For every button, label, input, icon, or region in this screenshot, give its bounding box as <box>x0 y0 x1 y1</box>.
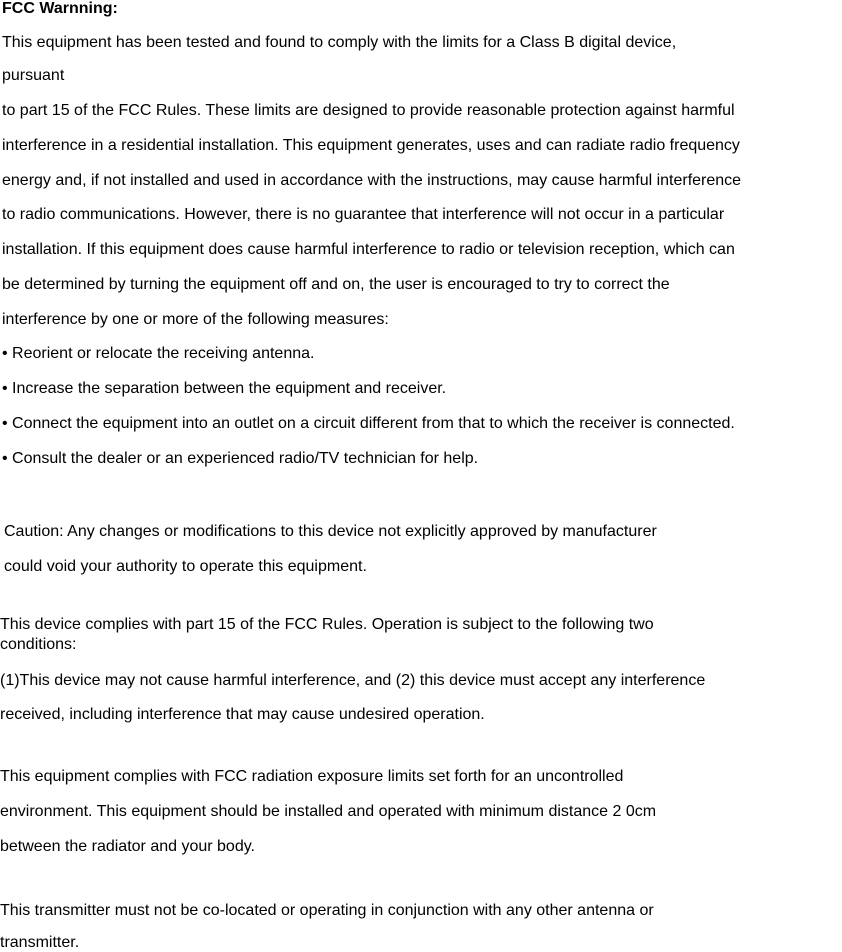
paragraph-line: This transmitter must not be co-located or operating in conjunction with any other antenna or <box>0 902 654 919</box>
paragraph-line: Caution: Any changes or modifications to this device not explicitly approved by manufacturer <box>4 523 657 540</box>
list-item: • Consult the dealer or an experienced radio/TV technician for help. <box>2 450 479 467</box>
list-item: • Increase the separation between the equipment and receiver. <box>2 380 447 397</box>
paragraph-line: energy and, if not installed and used in accordance with the instructions, may cause harmful interference <box>2 172 742 189</box>
paragraph-line: This equipment has been tested and found to comply with the limits for a Class B digital device, <box>2 34 677 51</box>
paragraph-line: transmitter. <box>0 934 80 951</box>
paragraph-line: to part 15 of the FCC Rules. These limits are designed to provide reasonable protection against harmful <box>2 102 735 119</box>
paragraph-line: conditions: <box>0 636 77 653</box>
list-item: • Reorient or relocate the receiving antenna. <box>2 345 315 362</box>
paragraph-line: (1)This device may not cause harmful interference, and (2) this device must accept any interference <box>0 672 706 689</box>
paragraph-line: between the radiator and your body. <box>0 838 255 855</box>
paragraph-line: This device complies with part 15 of the FCC Rules. Operation is subject to the following two <box>0 616 654 633</box>
paragraph-line: received, including interference that may cause undesired operation. <box>0 706 485 723</box>
list-item: • Connect the equipment into an outlet on a circuit different from that to which the receiver is connected. <box>2 415 735 432</box>
paragraph-line: environment. This equipment should be installed and operated with minimum distance 2 0cm <box>0 803 657 820</box>
paragraph-line: interference by one or more of the following measures: <box>2 311 389 328</box>
paragraph-line: installation. If this equipment does cause harmful interference to radio or television reception, which can <box>2 241 735 258</box>
document-title: FCC Warnning: <box>2 0 118 17</box>
paragraph-line: pursuant <box>2 67 65 84</box>
paragraph-line: could void your authority to operate this equipment. <box>4 558 367 575</box>
paragraph-line: to radio communications. However, there is no guarantee that interference will not occur in a particular <box>2 206 725 223</box>
paragraph-line: interference in a residential installation. This equipment generates, uses and can radiate radio frequency <box>2 137 740 154</box>
paragraph-line: be determined by turning the equipment off and on, the user is encouraged to try to correct the <box>2 276 670 293</box>
paragraph-line: This equipment complies with FCC radiation exposure limits set forth for an uncontrolled <box>0 768 624 785</box>
